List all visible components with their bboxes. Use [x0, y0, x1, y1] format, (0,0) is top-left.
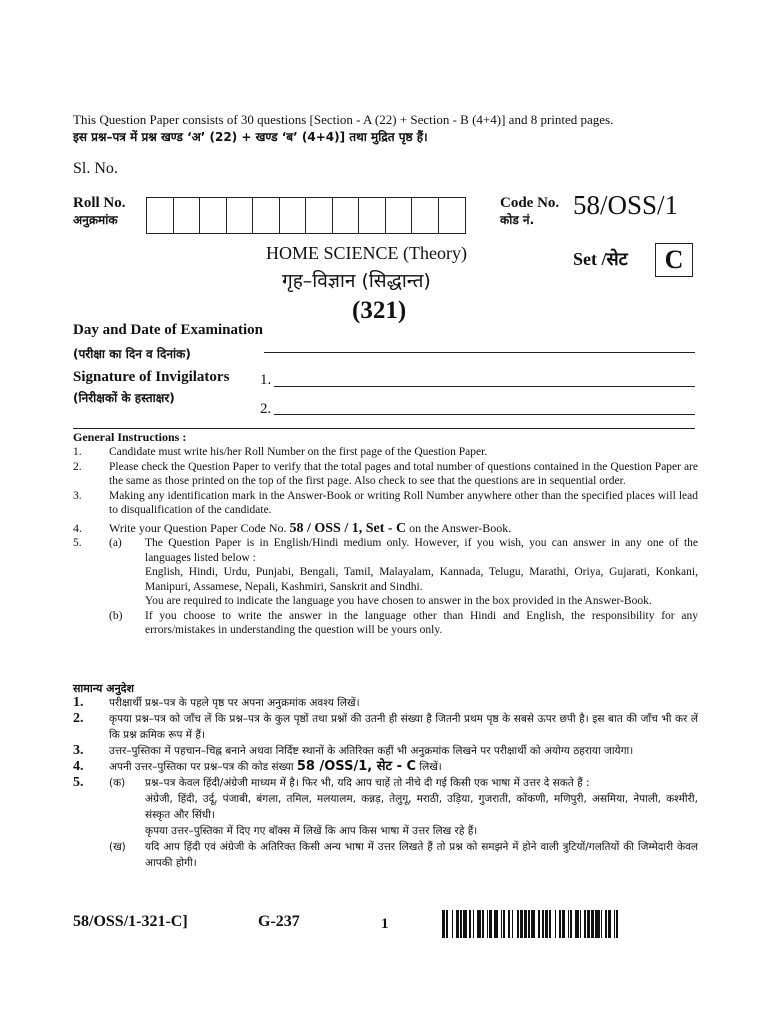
set-value-box: C — [655, 243, 693, 277]
instruction-sub-text — [145, 775, 698, 839]
instruction-item — [73, 521, 698, 537]
paper-summary-en: This Question Paper consists of 30 questions [Section - A (22) + Section - B (4+4)] and 8 printed pages. — [73, 112, 614, 127]
instruction-number: 2. — [73, 711, 84, 726]
language-indicate-note: You are required to indicate the language you have chosen to answer in the box provided in the Answer-Book. — [145, 595, 652, 607]
divider — [73, 428, 695, 429]
hindi-instruction-item — [73, 711, 698, 743]
set-label: Set /सेट — [573, 249, 628, 269]
instruction-number: 4. — [73, 759, 84, 774]
general-instructions-heading: General Instructions : — [73, 430, 187, 444]
instruction-sub-label: (क) — [109, 777, 126, 789]
footer-g-code: G-237 — [258, 913, 300, 930]
roll-number-digit-box[interactable] — [227, 198, 254, 233]
general-instructions-list — [73, 445, 698, 638]
page-number: 1 — [381, 916, 389, 932]
instruction-text-pre: Write your Question Paper Code No. — [109, 520, 290, 535]
question-paper-code: 58 / OSS / 1, Set - C — [289, 520, 407, 536]
instruction-text-pre: अपनी उत्तर–पुस्तिका पर प्रश्न–पत्र की कोड संख्या — [109, 761, 297, 773]
instruction-item — [73, 460, 698, 489]
instruction-number: 1. — [73, 695, 84, 710]
instruction-sub-text: यदि आप हिंदी एवं अंग्रेजी के अतिरिक्त किसी अन्य भाषा में उत्तर लिखते हैं तो प्रश्न को समझने में होने वाली त्रुटियों/गलतियों की जिम्मेदारी केवल आपकी होगी। — [145, 841, 698, 869]
roll-number-digit-box[interactable] — [412, 198, 439, 233]
signature-line-2[interactable] — [274, 414, 695, 415]
hindi-instruction-item — [73, 839, 698, 871]
signature-line-1-number: 1. — [260, 372, 272, 388]
language-list: English, Hindi, Urdu, Punjabi, Bengali, Tamil, Malayalam, Kannada, Telugu, Marathi, Oriya, Gujarati, Konkani, Manipuri, Assamese, Nepali, Kashmiri, Sanskrit and Sindhi. — [145, 566, 698, 593]
medium-note: प्रश्न–पत्र केवल हिंदी/अंग्रेजी माध्यम में है। फिर भी, यदि आप चाहें तो नीचे दी गई किसी एक भाषा में उत्तर दे सकते हैं : — [145, 777, 590, 789]
instruction-number: 5. — [73, 537, 82, 549]
roll-number-digit-box[interactable] — [280, 198, 307, 233]
subject-title-hi: गृह–विज्ञान (सिद्धान्त) — [282, 270, 431, 292]
roll-number-digit-box[interactable] — [439, 198, 466, 233]
instruction-item — [73, 489, 698, 518]
roll-number-digit-box[interactable] — [386, 198, 413, 233]
invigilator-signature-label-en: Signature of Invigilators — [73, 369, 230, 385]
hindi-instruction-item — [73, 759, 698, 775]
instruction-sub-text — [145, 536, 698, 609]
medium-note: The Question Paper is in English/Hindi medium only. However, if you wish, you can answer in any one of the languages listed below : — [145, 537, 698, 564]
hindi-instruction-item — [73, 743, 698, 759]
roll-number-label-hi: अनुक्रमांक — [73, 213, 118, 227]
exam-date-line[interactable] — [264, 352, 695, 353]
instruction-number: 5. — [73, 775, 84, 790]
instruction-item — [73, 609, 698, 638]
instruction-text: Please check the Question Paper to verify that the total pages and total number of questions contained in the Question Paper are the same as those printed on the top of the first page. Also check to see that the questions are in sequential order. — [109, 460, 698, 487]
instruction-text — [109, 521, 698, 537]
hindi-instruction-item — [73, 695, 698, 711]
instruction-sub-label: (b) — [109, 609, 123, 622]
roll-number-digit-box[interactable] — [174, 198, 201, 233]
footer-paper-code: 58/OSS/1-321-C] — [73, 913, 188, 930]
hindi-instruction-item — [73, 775, 698, 839]
language-indicate-note: कृपया उत्तर–पुस्तिका में दिए गए बॉक्स में लिखें कि आप किस भाषा में उत्तर लिख रहे हैं। — [145, 825, 478, 837]
code-number-label-hi: कोड नं. — [500, 213, 535, 227]
instruction-text-post: लिखें। — [416, 761, 442, 773]
roll-number-boxes[interactable] — [146, 197, 466, 234]
instruction-item — [73, 445, 698, 460]
roll-number-digit-box[interactable] — [200, 198, 227, 233]
language-list: अंग्रेजी, हिंदी, उर्दू, पंजाबी, बंगला, तमिल, मलयालम, कन्नड़, तेलुगू, मराठी, उड़िया, गुजराती, कोंकणी, मणिपुरी, असमिया, नेपाली, कश्मीरी, संस्कृत और सिंधी। — [145, 793, 698, 821]
hindi-instructions-heading: सामान्य अनुदेश — [73, 682, 134, 695]
instruction-sub-label: (a) — [109, 537, 122, 549]
question-paper-code: 58 /OSS/1, सेट - C — [296, 759, 417, 774]
roll-number-digit-box[interactable] — [306, 198, 333, 233]
roll-number-label-en: Roll No. — [73, 195, 126, 211]
instruction-number: 1. — [73, 446, 82, 458]
hindi-instructions-list — [73, 695, 698, 871]
instruction-text: कृपया प्रश्न–पत्र को जाँच लें कि प्रश्न–पत्र के कुल पृष्ठों तथा प्रश्नों की उतनी ही संख्या है जितनी प्रथम पृष्ठ के सबसे ऊपर छपी है। इस बात की जाँच भी कर लें कि प्रश्न क्रमिक रूप में हैं। — [109, 713, 698, 741]
invigilator-signature-label-hi: (निरीक्षकों के हस्ताक्षर) — [73, 391, 175, 405]
exam-date-label-hi: (परीक्षा का दिन व दिनांक) — [73, 347, 191, 361]
instruction-text: Candidate must write his/her Roll Number on the first page of the Question Paper. — [109, 446, 488, 458]
instruction-text: उत्तर–पुस्तिका में पहचान–चिह्न बनाने अथवा निर्दिष्ट स्थानों के अतिरिक्त कहीं भी अनुक्रमांक लिखने पर परीक्षार्थी को अयोग्य ठहराया जायेगा। — [109, 745, 634, 757]
instruction-text: Making any identification mark in the Answer-Book or writing Roll Number anywhere other than the specified places will lead to disqualification of the candidate. — [109, 489, 698, 516]
code-number-label-en: Code No. — [500, 195, 560, 211]
instruction-text-post: on the Answer-Book. — [406, 520, 512, 535]
instruction-sub-label: (ख) — [109, 841, 126, 853]
instruction-number: 3. — [73, 489, 82, 502]
roll-number-digit-box[interactable] — [359, 198, 386, 233]
signature-line-1[interactable] — [274, 386, 695, 387]
instruction-number: 4. — [73, 520, 82, 535]
serial-number-label: Sl. No. — [73, 160, 118, 177]
instruction-text: परीक्षार्थी प्रश्न–पत्र के पहले पृष्ठ पर अपना अनुक्रमांक अवश्य लिखें। — [109, 697, 360, 709]
subject-title-en: HOME SCIENCE (Theory) — [266, 243, 467, 263]
barcode-bar — [618, 910, 622, 938]
barcode-icon — [442, 910, 697, 938]
paper-summary-hi: इस प्रश्न–पत्र में प्रश्न खण्ड ‘अ’ (22) + खण्ड ‘ब’ (4+4)] तथा मुद्रित पृष्ठ हैं। — [73, 130, 428, 144]
roll-number-digit-box[interactable] — [147, 198, 174, 233]
roll-number-digit-box[interactable] — [333, 198, 360, 233]
instruction-number: 3. — [73, 743, 84, 758]
instruction-text — [109, 759, 698, 775]
signature-line-2-number: 2. — [260, 401, 272, 417]
instruction-sub-text: If you choose to write the answer in the language other than Hindi and English, the responsibility for any errors/mistakes in understanding the question will be yours only. — [145, 609, 698, 636]
instruction-number: 2. — [73, 460, 82, 473]
code-number-value: 58/OSS/1 — [573, 190, 679, 220]
roll-number-digit-box[interactable] — [253, 198, 280, 233]
exam-date-label-en: Day and Date of Examination — [73, 322, 264, 338]
subject-code: (321) — [352, 297, 407, 324]
instruction-item — [73, 536, 698, 609]
